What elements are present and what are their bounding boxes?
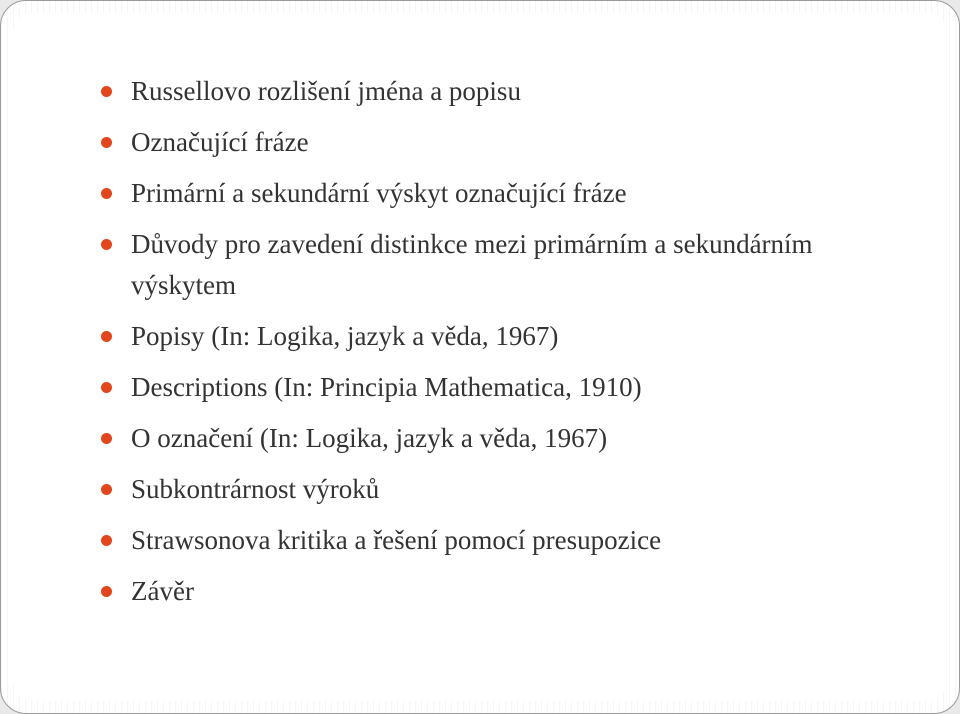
bullet-dot-icon <box>101 586 112 597</box>
bullet-dot-icon <box>101 137 112 148</box>
bullet-list <box>101 71 821 622</box>
bullet-item <box>101 316 821 357</box>
bullet-dot-icon <box>101 239 112 250</box>
bullet-dot-icon <box>101 331 112 342</box>
bullet-item <box>101 71 821 112</box>
bullet-text: Závěr <box>131 576 194 606</box>
bullet-text: Strawsonova kritika a řešení pomocí presupozice <box>131 525 662 555</box>
bullet-item <box>101 520 821 561</box>
bullet-text: O označení (In: Logika, jazyk a věda, 1967) <box>131 423 608 453</box>
bullet-item <box>101 122 821 163</box>
bullet-item <box>101 224 821 306</box>
bullet-dot-icon <box>101 535 112 546</box>
bullet-text: Primární a sekundární výskyt označující fráze <box>131 178 627 208</box>
bullet-item <box>101 571 821 612</box>
bullet-dot-icon <box>101 188 112 199</box>
bullet-dot-icon <box>101 382 112 393</box>
bullet-dot-icon <box>101 433 112 444</box>
bullet-item <box>101 469 821 510</box>
bullet-text: Russellovo rozlišení jména a popisu <box>131 76 521 106</box>
bullet-text: Subkontrárnost výroků <box>131 474 380 504</box>
bullet-dot-icon <box>101 86 112 97</box>
bullet-text: Popisy (In: Logika, jazyk a věda, 1967) <box>131 321 559 351</box>
bullet-item <box>101 418 821 459</box>
bullet-text: Důvody pro zavedení distinkce mezi primárním a sekundárním výskytem <box>131 229 813 300</box>
bullet-text: Descriptions (In: Principia Mathematica, 1910) <box>131 372 642 402</box>
bullet-text: Označující fráze <box>131 127 309 157</box>
bullet-dot-icon <box>101 484 112 495</box>
bullet-item <box>101 173 821 214</box>
bullet-item <box>101 367 821 408</box>
